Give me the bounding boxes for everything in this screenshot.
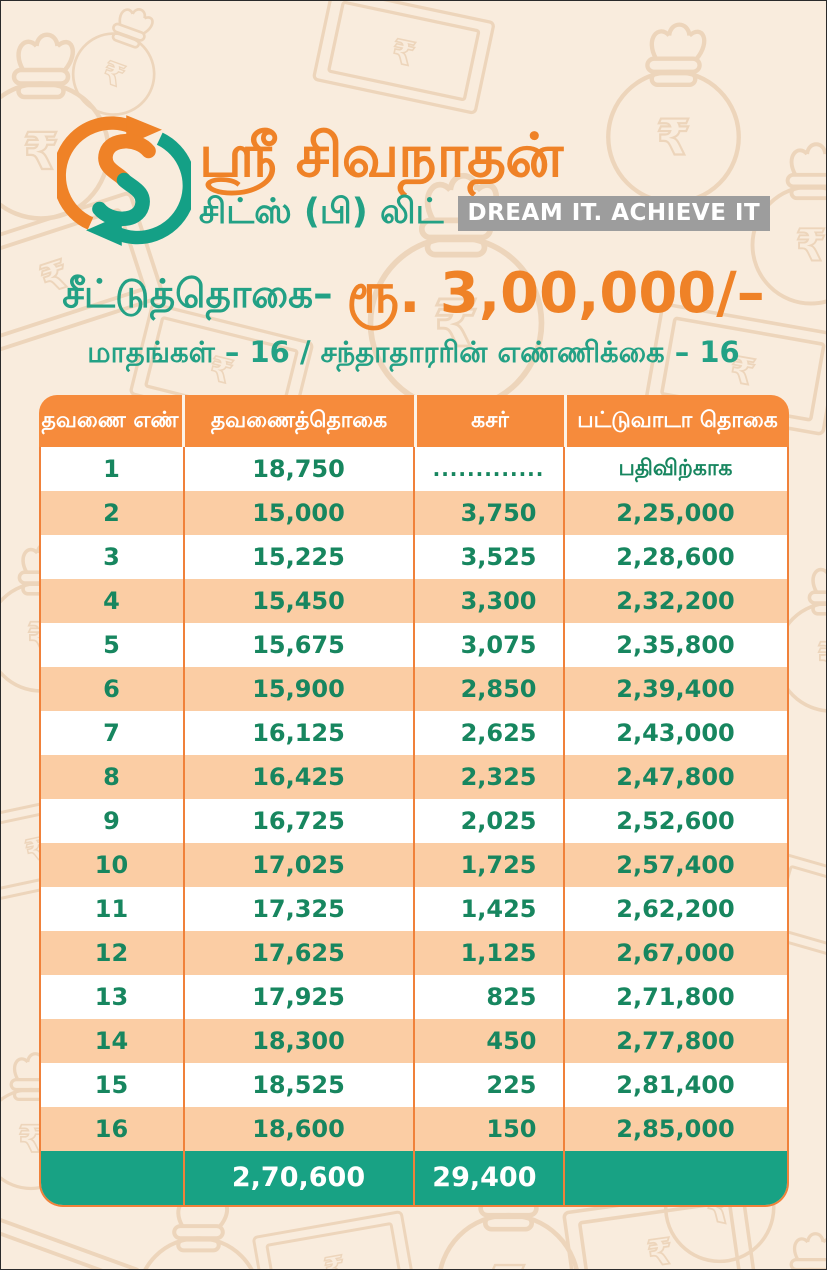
cell-amount: 15,675	[185, 623, 415, 667]
cell-no: 11	[41, 887, 185, 931]
cell-no: 16	[41, 1107, 185, 1151]
table-row	[41, 623, 787, 667]
cell-kasar: 2,850	[415, 667, 565, 711]
cell-disbursement: 2,35,800	[616, 631, 735, 659]
header-installment-no: தவணை எண்	[39, 395, 185, 447]
cell-no: 1	[41, 447, 185, 491]
cell-no: 9	[41, 799, 185, 843]
total-empty	[41, 1151, 185, 1205]
brand-header	[1, 113, 826, 247]
cell-no: 5	[41, 623, 185, 667]
cell-disbursement: 2,39,400	[616, 675, 735, 703]
cell-amount: 15,000	[185, 491, 415, 535]
cell-amount: 17,025	[185, 843, 415, 887]
cell-no: 14	[41, 1019, 185, 1063]
table-row	[41, 1019, 787, 1063]
cell-amount: 18,750	[185, 447, 415, 491]
cell-kasar: 450	[415, 1019, 565, 1063]
total-empty	[565, 1151, 787, 1205]
cell-amount: 17,925	[185, 975, 415, 1019]
cell-amount: 17,625	[185, 931, 415, 975]
cell-kasar: 1,725	[415, 843, 565, 887]
table-row	[41, 843, 787, 887]
cell-kasar: 150	[415, 1107, 565, 1151]
table-total-row	[41, 1151, 787, 1205]
cell-disbursement: பதிவிற்காக	[618, 456, 733, 481]
cell-disbursement: 2,71,800	[616, 983, 735, 1011]
cell-amount: 16,125	[185, 711, 415, 755]
cell-disbursement: 2,28,600	[616, 543, 735, 571]
tagline-badge: DREAM IT. ACHIEVE IT	[458, 196, 771, 231]
cell-no: 7	[41, 711, 185, 755]
cell-kasar: 2,625	[415, 711, 565, 755]
brand-name: ஸ்ரீ சிவநாதன்	[198, 120, 563, 191]
table-row	[41, 1107, 787, 1151]
cell-kasar: 3,525	[415, 535, 565, 579]
cell-kasar: 3,750	[415, 491, 565, 535]
installment-table	[39, 395, 789, 1207]
total-installment-amount: 2,70,600	[185, 1151, 415, 1205]
cell-kasar: 3,075	[415, 623, 565, 667]
cell-disbursement: 2,47,800	[616, 763, 735, 791]
cell-amount: 18,600	[185, 1107, 415, 1151]
cell-disbursement: 2,67,000	[616, 939, 735, 967]
header-disbursement-amount: பட்டுவாடா தொகை	[577, 408, 778, 433]
cell-disbursement: 2,25,000	[616, 499, 735, 527]
cell-amount: 18,525	[185, 1063, 415, 1107]
cell-kasar: 2,025	[415, 799, 565, 843]
cell-amount: 16,725	[185, 799, 415, 843]
table-row	[41, 667, 787, 711]
cell-no: 2	[41, 491, 185, 535]
table-row	[41, 1063, 787, 1107]
cell-amount: 15,900	[185, 667, 415, 711]
chit-amount-line	[1, 261, 826, 333]
table-row	[41, 447, 787, 491]
cell-disbursement: 2,43,000	[616, 719, 735, 747]
cell-amount: 15,225	[185, 535, 415, 579]
cell-kasar: 1,425	[415, 887, 565, 931]
cell-disbursement: 2,85,000	[616, 1115, 735, 1143]
total-kasar: 29,400	[415, 1151, 565, 1205]
table-row	[41, 887, 787, 931]
cell-no: 13	[41, 975, 185, 1019]
cell-no: 4	[41, 579, 185, 623]
header-installment-amount: தவணைத்தொகை	[185, 395, 417, 447]
table-row	[41, 579, 787, 623]
cell-kasar: 2,325	[415, 755, 565, 799]
cell-no: 15	[41, 1063, 185, 1107]
table-row	[41, 799, 787, 843]
cell-amount: 17,325	[185, 887, 415, 931]
cell-disbursement: 2,52,600	[616, 807, 735, 835]
table-row	[41, 491, 787, 535]
cell-disbursement: 2,57,400	[616, 851, 735, 879]
cell-no: 6	[41, 667, 185, 711]
table-row	[41, 975, 787, 1019]
cell-no: 8	[41, 755, 185, 799]
cell-amount: 18,300	[185, 1019, 415, 1063]
chit-amount-value: ரூ. 3,00,000/–	[346, 261, 765, 326]
cell-kasar: 1,125	[415, 931, 565, 975]
table-body	[39, 447, 789, 1207]
cell-kasar: .............	[415, 447, 565, 491]
cell-kasar: 825	[415, 975, 565, 1019]
cell-kasar: 225	[415, 1063, 565, 1107]
brand-subtitle: சிட்ஸ் (பி) லிட்	[198, 191, 444, 232]
table-header-row	[39, 395, 789, 447]
table-row	[41, 535, 787, 579]
cell-no: 3	[41, 535, 185, 579]
table-row	[41, 931, 787, 975]
cell-disbursement: 2,62,200	[616, 895, 735, 923]
months-subscribers-line: மாதங்கள் – 16 / சந்தாதாரரின் எண்ணிக்கை – 16	[87, 335, 740, 369]
cell-amount: 15,450	[185, 579, 415, 623]
chit-amount-label: சீட்டுத்தொகை–	[62, 272, 333, 317]
table-row	[41, 755, 787, 799]
money-pattern-background: ₹	[1, 1, 827, 1270]
cell-kasar: 3,300	[415, 579, 565, 623]
cell-disbursement: 2,32,200	[616, 587, 735, 615]
header-kasar: கசர்	[417, 395, 567, 447]
s-swirl-logo-icon	[57, 113, 191, 247]
cell-no: 12	[41, 931, 185, 975]
cell-no: 10	[41, 843, 185, 887]
cell-disbursement: 2,81,400	[616, 1071, 735, 1099]
cell-amount: 16,425	[185, 755, 415, 799]
cell-disbursement: 2,77,800	[616, 1027, 735, 1055]
table-row	[41, 711, 787, 755]
